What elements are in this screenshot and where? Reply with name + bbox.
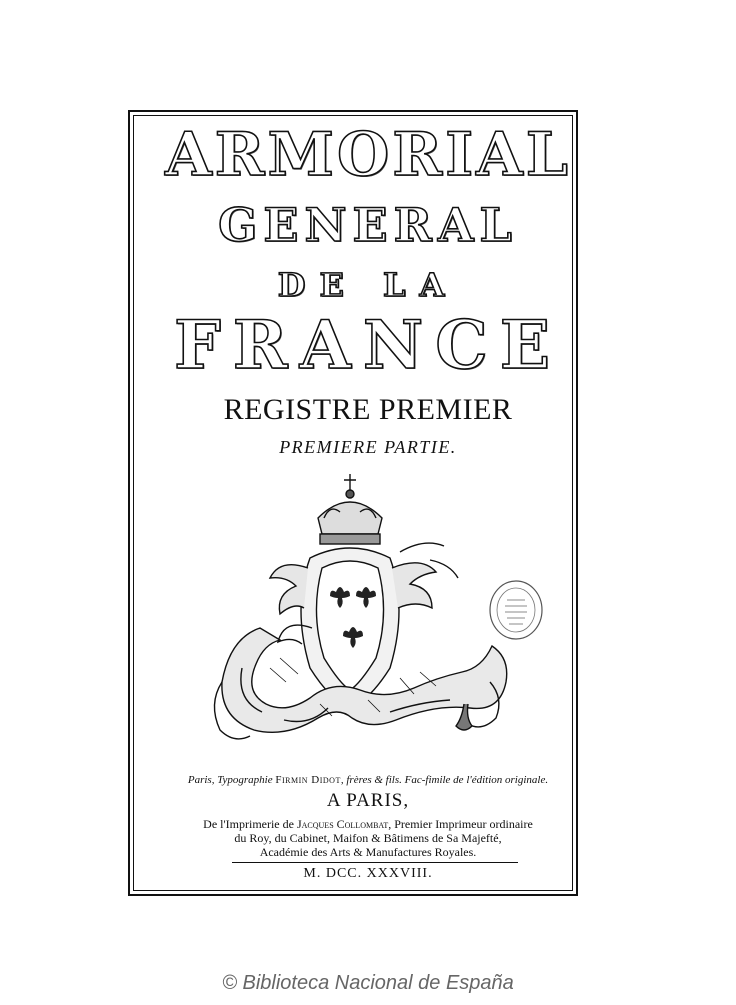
imprint-block [0, 817, 736, 859]
divider-rule [232, 862, 518, 863]
part-label: PREMIERE PARTIE. [279, 437, 457, 457]
typography-lead: Paris, Typographie [187, 774, 273, 786]
typography-printer: Firmin Didot [275, 774, 341, 786]
place-of-publication: A PARIS, [326, 790, 410, 811]
royal-arms-icon [200, 468, 520, 768]
typography-tail: , frères & fils. Fac-fimile de l'édition originale. [340, 774, 549, 786]
imprint-line1-tail: , Premier Imprimeur ordinaire [388, 817, 533, 831]
imprint-line-1 [0, 817, 736, 831]
title-line-de-la: DE LA [277, 266, 459, 304]
publication-date: M. DCC. XXXVIII. [303, 866, 433, 881]
subtitle: REGISTRE PREMIER [223, 393, 513, 426]
imprint-line-3: Académie des Arts & Manufactures Royales. [259, 845, 477, 859]
imprint-lead: De l'Imprimerie de [203, 817, 297, 831]
title-line-france: FRANCE [173, 306, 563, 384]
library-stamp-icon [487, 578, 545, 642]
copyright-notice: © Biblioteca Nacional de España [222, 972, 514, 994]
imprint-printer: Jacques Collombat [296, 817, 389, 831]
typography-note [0, 774, 736, 786]
title-line-armorial: ARMORIAL [165, 120, 571, 190]
imprint-line-2: du Roy, du Cabinet, Maifon & Bâtimens de Sa Majefté, [234, 831, 502, 845]
title-line-general: GENERAL [218, 198, 518, 252]
